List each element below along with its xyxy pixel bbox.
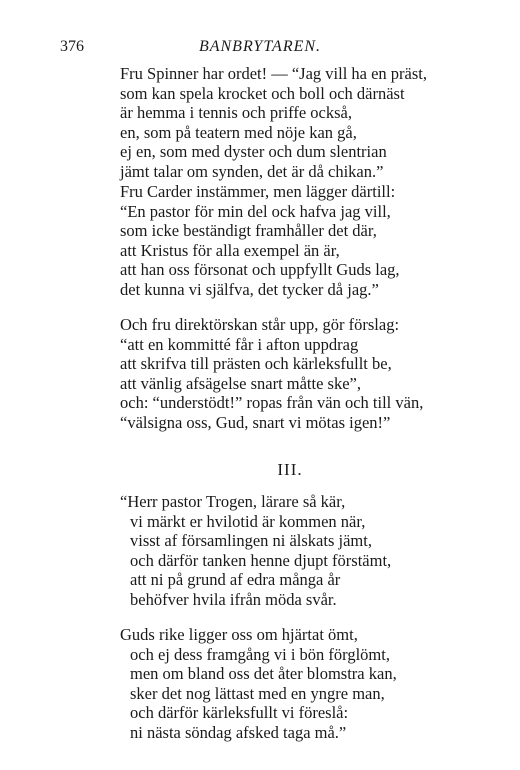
verse-line: det kunna vi själfva, det tycker då jag.” xyxy=(120,279,379,299)
verse-line: “att en kommitté får i afton uppdrag xyxy=(120,334,359,354)
verse-line: och därför tanken henne djupt förstämt, xyxy=(130,550,392,570)
stanza-pastor-trogen xyxy=(120,492,515,609)
verse-line: men om bland oss det åter blomstra kan, xyxy=(130,664,397,683)
verse-line: “välsigna oss, Gud, snart vi mötas igen!” xyxy=(120,412,391,432)
stanza-spinner xyxy=(120,64,515,181)
verse-line: visst af församlingen ni älskats jämt, xyxy=(130,531,372,550)
verse-line: att Kristus för alla exempel än är, xyxy=(120,240,340,260)
stanza-guds-rike xyxy=(120,625,515,742)
verse-line: jämt talar om synden, det är då chikan.” xyxy=(120,161,384,181)
verse-line: att ni på grund af edra många år xyxy=(130,570,341,589)
running-title: BANBRYTAREN. xyxy=(198,38,322,55)
verse-line: som kan spela krocket och boll och därnäst xyxy=(120,83,405,103)
verse-line: är hemma i tennis och priffe också, xyxy=(120,103,352,122)
verse-line: och: “understödt!” ropas från vän och till vän, xyxy=(120,393,424,412)
verse-line: en, som på teatern med nöje kan gå, xyxy=(120,122,357,142)
verse-line: och ej dess framgång vi i bön förglömt, xyxy=(130,644,390,664)
page-number: 376 xyxy=(60,38,84,55)
verse-line: “En pastor för min del ock hafva jag vill, xyxy=(120,201,391,221)
verse-line: Fru Carder instämmer, men lägger därtill: xyxy=(120,182,396,201)
verse-line: vi märkt er hvilotid är kommen när, xyxy=(130,511,366,531)
verse-line: att skrifva till prästen och kärleksfullt be, xyxy=(120,354,392,373)
verse-line: ej en, som med dyster och dum slentrian xyxy=(120,142,387,161)
verse-line: behöfver hvila ifrån möda svår. xyxy=(130,589,337,609)
verse-line: Fru Spinner har ordet! — “Jag vill ha en präst, xyxy=(120,64,428,83)
verse-line: att vänlig afsägelse snart måtte ske”, xyxy=(120,373,361,393)
verse-line: som icke beständigt framhåller det där, xyxy=(120,221,377,240)
section-numeral: III. xyxy=(277,460,303,479)
stanza-carder xyxy=(120,182,515,299)
verse-line: Guds rike ligger oss om hjärtat ömt, xyxy=(120,625,358,644)
verse-line: och därför kärleksfullt vi föreslå: xyxy=(130,703,349,722)
verse-line: ni nästa söndag afsked taga må.” xyxy=(130,722,347,742)
verse-line: “Herr pastor Trogen, lärare så kär, xyxy=(120,492,346,511)
stanza-direktorskan xyxy=(120,315,515,432)
verse-line: sker det nog lättast med en yngre man, xyxy=(130,683,385,703)
verse-line: att han oss försonat och uppfyllt Guds lag, xyxy=(120,260,400,279)
verse-line: Och fru direktörskan står upp, gör förslag: xyxy=(120,315,400,334)
